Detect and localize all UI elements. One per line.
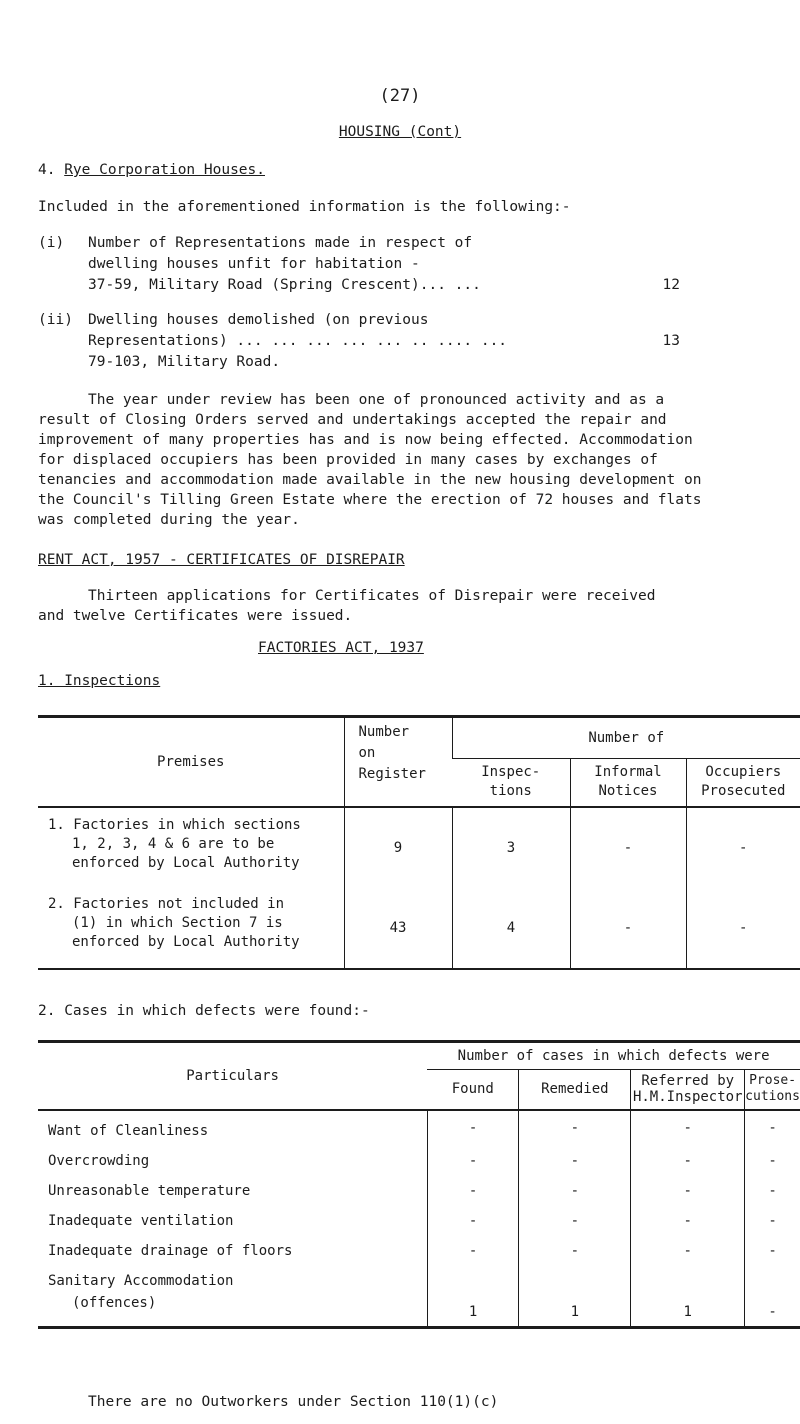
row2-label: 2. Factories not included in (1) in which Section 7 is enforced by Local Authority	[48, 895, 300, 950]
item1-line3: 37-59, Military Road (Spring Crescent)... ...	[88, 277, 481, 293]
col-notices: Informal Notices	[570, 759, 686, 807]
item1-line2: dwelling houses unfit for habitation -	[88, 256, 420, 272]
rent-act-paragraph: Thirteen applications for Certificates of Disrepair were received and twelve Certificates were issued.	[38, 588, 656, 624]
item2-line3: 79-103, Military Road.	[88, 354, 281, 370]
item2-line2: Representations) ... ... ... ... ... .. .... ...	[88, 333, 508, 349]
row2-register: 43	[344, 889, 452, 969]
rye-intro: Included in the aforementioned information is the following:-	[38, 199, 571, 215]
section-heading: HOUSING (Cont)	[338, 124, 462, 140]
row2-notices: -	[570, 889, 686, 969]
item2-value: 13	[662, 333, 680, 349]
col-referred: Referred by H.M.Inspector	[631, 1070, 745, 1110]
item2-label: (ii)	[38, 312, 73, 328]
table-row: Want of Cleanliness - - - -	[38, 1110, 800, 1146]
page-number: (27)	[379, 86, 421, 106]
row1-notices: -	[570, 807, 686, 889]
item1-line1: Number of Representations made in respect of	[88, 235, 473, 251]
row1-prosecuted: -	[686, 807, 800, 889]
item1-value: 12	[662, 277, 680, 293]
col-particulars: Particulars	[38, 1042, 427, 1110]
col-number-of: Number of	[452, 717, 800, 759]
table-row	[38, 889, 800, 969]
col-premises: Premises	[38, 717, 344, 807]
row1-register: 9	[344, 807, 452, 889]
rye-heading: 4. Rye Corporation Houses.	[38, 162, 265, 178]
table-row: Inadequate ventilation - - - -	[38, 1206, 800, 1236]
rye-paragraph: The year under review has been one of pronounced activity and as a result of Closing Orders served and undertakings accepted the repair and improvement of many properties has and is now being effected. Accommodation for displaced occupiers has been provided in many cases by exchanges of tenancies and accommodation made available in the new housing development on the Council's Tilling Green Estate where the erection of 72 houses and flats was completed during the year.	[38, 392, 702, 528]
col-prosecuted: Occupiers Prosecuted	[686, 759, 800, 807]
col-register: Number on Register	[344, 717, 452, 807]
table-row: Inadequate drainage of floors - - - -	[38, 1236, 800, 1266]
row2-inspections: 4	[452, 889, 570, 969]
rent-act-heading: RENT ACT, 1957 - CERTIFICATES OF DISREPAIR	[38, 552, 405, 568]
defects-table	[38, 1040, 800, 1329]
factories-heading: FACTORIES ACT, 1937	[258, 640, 424, 656]
row1-inspections: 3	[452, 807, 570, 889]
col-prosecutions: Prose- cutions	[745, 1070, 800, 1110]
col-found: Found	[427, 1070, 519, 1110]
table-row: Sanitary Accommodation (offences) 1 1 1 -	[38, 1266, 800, 1328]
col-group: Number of cases in which defects were	[427, 1042, 800, 1070]
col-remedied: Remedied	[519, 1070, 631, 1110]
table-row	[38, 807, 800, 889]
row1-label: 1. Factories in which sections 1, 2, 3, 4 & 6 are to be enforced by Local Authority	[48, 816, 301, 871]
item2-line1: Dwelling houses demolished (on previous	[88, 312, 429, 328]
footer-note: There are no Outworkers under Section 110(1)(c)	[88, 1394, 499, 1410]
item1-label: (i)	[38, 235, 65, 251]
rye-title: Rye Corporation Houses.	[64, 162, 265, 178]
table-row: Overcrowding - - - -	[38, 1146, 800, 1176]
inspections-heading: 1. Inspections	[38, 673, 161, 689]
inspections-table	[38, 715, 800, 970]
col-inspections: Inspec- tions	[452, 759, 570, 807]
row2-prosecuted: -	[686, 889, 800, 969]
defects-heading: 2. Cases in which defects were found:-	[38, 1003, 370, 1019]
table-row: Unreasonable temperature - - - -	[38, 1176, 800, 1206]
